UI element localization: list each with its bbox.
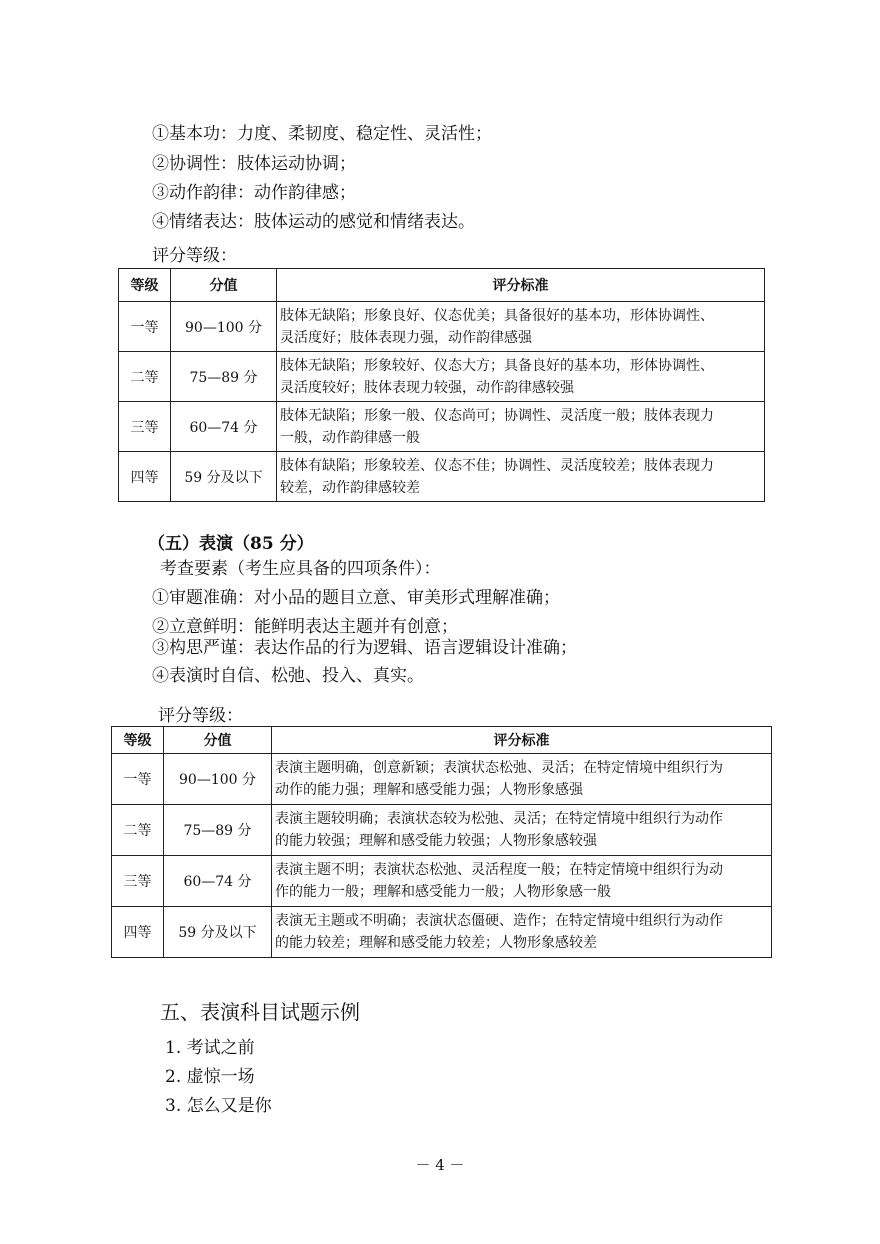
header-criteria: 评分标准	[272, 727, 772, 754]
table-header-row	[112, 727, 772, 754]
score-cell: 75—89 分	[164, 805, 272, 856]
score-cell: 60—74 分	[164, 856, 272, 907]
example-item: 2. 虚惊一场	[165, 1067, 255, 1087]
criteria-text-line: 表演无主题或不明确；表演状态僵硬、造作；在特定情境中组织行为动作	[275, 913, 723, 929]
score-cell: 90—100 分	[171, 302, 277, 352]
section-title: （五）表演（85 分）	[148, 534, 314, 554]
criteria-line: ②立意鲜明：能鲜明表达主题并有创意；	[152, 617, 458, 637]
criteria-line: ③构思严谨：表达作品的行为逻辑、语言逻辑设计准确；	[152, 638, 577, 658]
criteria-cell	[272, 805, 772, 856]
grade-cell: 一等	[112, 754, 164, 805]
grade-cell: 一等	[119, 302, 171, 352]
criteria-text-line: 肢体无缺陷；形象良好、仪态优美；具备很好的基本功，形体协调性、	[280, 307, 714, 324]
table-row	[112, 907, 772, 958]
table-row	[112, 856, 772, 907]
table-row	[119, 452, 765, 502]
score-cell: 59 分及以下	[171, 452, 277, 502]
criteria-cell	[277, 302, 765, 352]
criteria-line: ③动作韵律：动作韵律感；	[152, 183, 356, 203]
criteria-cell	[272, 754, 772, 805]
example-item: 3. 怎么又是你	[165, 1096, 272, 1116]
page-number: － 4 －	[415, 1156, 465, 1174]
criteria-text-line: 动作的能力强；理解和感受能力强；人物形象感强	[275, 782, 583, 798]
grade-cell: 四等	[112, 907, 164, 958]
header-criteria: 评分标准	[277, 269, 765, 302]
grade-cell: 二等	[119, 352, 171, 402]
criteria-line: ①基本功：力度、柔韧度、稳定性、灵活性；	[152, 124, 492, 144]
scoring-table-body-skills	[118, 268, 765, 502]
table-header-row	[119, 269, 765, 302]
criteria-cell	[277, 352, 765, 402]
table-row	[119, 352, 765, 402]
criteria-text-line: 作的能力一般；理解和感受能力一般；人物形象感一般	[275, 884, 611, 900]
criteria-text-line: 表演主题明确，创意新颖；表演状态松弛、灵活；在特定情境中组织行为	[275, 760, 723, 776]
criteria-text-line: 的能力较强；理解和感受能力较强；人物形象感较强	[275, 833, 597, 849]
criteria-line: ①审题准确：对小品的题目立意、审美形式理解准确；	[152, 588, 560, 608]
table-caption: 评分等级：	[152, 246, 237, 266]
table-caption: 评分等级：	[158, 706, 243, 726]
criteria-text-line: 表演主题较明确；表演状态较为松弛、灵活；在特定情境中组织行为动作	[275, 811, 723, 827]
criteria-cell	[277, 402, 765, 452]
grade-cell: 三等	[119, 402, 171, 452]
criteria-line: ④表演时自信、松弛、投入、真实。	[152, 666, 424, 686]
table-row	[119, 402, 765, 452]
criteria-text-line: 灵活度较好；肢体表现力较强，动作韵律感较强	[280, 379, 574, 396]
table-row	[112, 805, 772, 856]
score-cell: 59 分及以下	[164, 907, 272, 958]
criteria-line: ②协调性：肢体运动协调；	[152, 154, 356, 174]
score-cell: 75—89 分	[171, 352, 277, 402]
section-intro: 考查要素（考生应具备的四项条件）：	[160, 559, 441, 579]
grade-cell: 四等	[119, 452, 171, 502]
example-item: 1. 考试之前	[165, 1038, 255, 1058]
grade-cell: 二等	[112, 805, 164, 856]
scoring-table-performance	[111, 726, 772, 958]
criteria-text-line: 肢体无缺陷；形象一般、仪态尚可；协调性、灵活度一般；肢体表现力	[280, 407, 714, 424]
criteria-cell	[277, 452, 765, 502]
criteria-text-line: 一般，动作韵律感一般	[280, 429, 420, 446]
table-row	[112, 754, 772, 805]
criteria-cell	[272, 907, 772, 958]
criteria-text-line: 表演主题不明；表演状态松弛、灵活程度一般；在特定情境中组织行为动	[275, 862, 723, 878]
examples-heading: 五、表演科目试题示例	[160, 1000, 360, 1024]
score-cell: 90—100 分	[164, 754, 272, 805]
criteria-text-line: 较差，动作韵律感较差	[280, 479, 420, 496]
header-score: 分值	[171, 269, 277, 302]
header-grade: 等级	[119, 269, 171, 302]
criteria-text-line: 肢体无缺陷；形象较好、仪态大方；具备良好的基本功，形体协调性、	[280, 357, 714, 374]
criteria-cell	[272, 856, 772, 907]
table-row	[119, 302, 765, 352]
criteria-text-line: 的能力较差；理解和感受能力较差；人物形象感较差	[275, 935, 597, 951]
criteria-text-line: 灵活度好；肢体表现力强，动作韵律感强	[280, 329, 532, 346]
criteria-text-line: 肢体有缺陷；形象较差、仪态不佳；协调性、灵活度较差；肢体表现力	[280, 457, 714, 474]
grade-cell: 三等	[112, 856, 164, 907]
score-cell: 60—74 分	[171, 402, 277, 452]
header-grade: 等级	[112, 727, 164, 754]
header-score: 分值	[164, 727, 272, 754]
criteria-line: ④情绪表达：肢体运动的感觉和情绪表达。	[152, 212, 475, 232]
